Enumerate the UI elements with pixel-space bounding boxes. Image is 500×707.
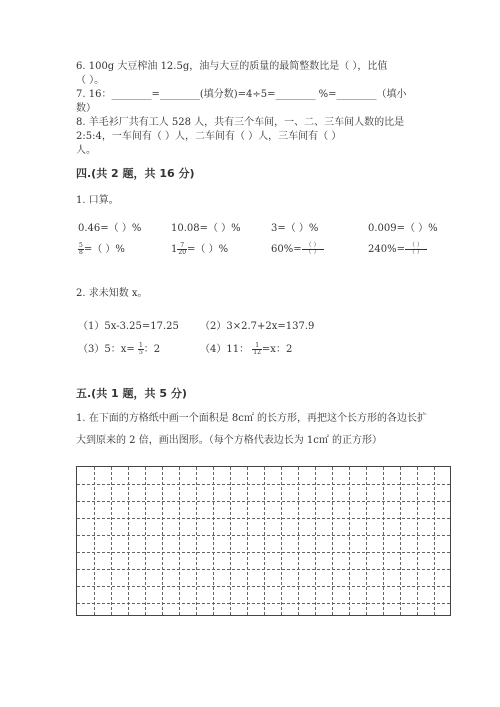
q6-line2: （ ）。 <box>76 75 105 86</box>
grid-line-h <box>77 569 450 570</box>
grid-paper[interactable] <box>76 466 451 616</box>
fraction-blank <box>302 243 324 256</box>
grid-line-v <box>281 467 282 615</box>
grid-line-v <box>145 467 146 615</box>
calc-r2c3 <box>271 243 324 257</box>
equation-3 <box>78 343 160 357</box>
grid-line-v <box>366 467 367 615</box>
section5-q1-line2: 大到原来的 2 倍，画出图形。（每个方格代表边长为 1c㎡ 的正方形） <box>76 435 383 446</box>
grid-line-v <box>400 467 401 615</box>
grid-line-v <box>196 467 197 615</box>
numerator-blank: （ ） <box>302 243 324 250</box>
calc-r1c4: 0.009=（ ）% <box>368 223 438 234</box>
grid-line-v <box>111 467 112 615</box>
calc-r1c3: 3=（ ）% <box>271 223 319 234</box>
equation-4-head: （4）11： <box>200 344 250 355</box>
grid-line-v <box>332 467 333 615</box>
denominator: 12 <box>253 349 261 356</box>
mixed-whole: 1 <box>171 244 178 255</box>
calc-r2c2-tail: =（ ）% <box>187 244 229 255</box>
calc-r1c1: 0.46=（ ）% <box>78 223 142 234</box>
numerator: 7 <box>177 243 187 250</box>
grid-line-v <box>298 467 299 615</box>
grid-line-v <box>349 467 350 615</box>
calc-r2c1 <box>78 243 125 257</box>
equation-4 <box>200 343 292 357</box>
grid-line-h <box>77 586 450 587</box>
fraction <box>177 243 187 256</box>
numerator: 5 <box>79 242 83 249</box>
equation-4-tail: =x：2 <box>261 344 293 355</box>
grid-line-h <box>77 603 450 604</box>
grid-line-h <box>77 518 450 519</box>
grid-line-v <box>230 467 231 615</box>
q8-line3: 人。 <box>76 145 96 156</box>
grid-line-h <box>77 501 450 502</box>
oral-calc-title: 1. 口算。 <box>76 195 119 206</box>
grid-line-v <box>315 467 316 615</box>
grid-line-h <box>77 535 450 536</box>
fraction-blank <box>405 243 427 256</box>
calc-r2c3-head: 60%= <box>271 244 302 255</box>
numerator: 1 <box>138 342 143 349</box>
q8-line1: 8. 羊毛衫厂共有工人 528 人，共有三个车间，一、二、三车间人数的比是 <box>76 117 405 128</box>
numerator: 1 <box>252 343 262 350</box>
grid-line-v <box>247 467 248 615</box>
grid-line-v <box>383 467 384 615</box>
calc-r1c2: 10.08=（ ）% <box>171 223 241 234</box>
equation-3-head: （3）5：x= <box>78 344 135 355</box>
numerator-blank: （ ） <box>405 243 427 250</box>
q7-line2: 数） <box>76 103 96 114</box>
equation-3-tail: ：2 <box>143 344 161 355</box>
section5-title: 五.(共 1 题，共 5 分) <box>76 387 187 400</box>
denominator: 8 <box>79 249 83 256</box>
section5-q1-line1: 1. 在下面的方格纸中画一个面积是 8c㎡ 的长方形，再把这个长方形的各边长扩 <box>76 413 428 424</box>
grid-line-v <box>179 467 180 615</box>
grid-line-v <box>94 467 95 615</box>
grid-line-v <box>417 467 418 615</box>
grid-line-v <box>213 467 214 615</box>
solve-x-title: 2. 求未知数 x。 <box>76 288 148 299</box>
fraction <box>252 343 262 356</box>
denominator: 5 <box>138 349 143 356</box>
grid-line-v <box>434 467 435 615</box>
calc-r2c4-head: 240%= <box>368 244 405 255</box>
grid-line-v <box>128 467 129 615</box>
grid-line-v <box>162 467 163 615</box>
denominator: 20 <box>178 249 187 256</box>
equation-2: （2）3×2.7+2x=137.9 <box>200 321 315 332</box>
calc-r2c4 <box>368 243 427 257</box>
q6-line1: 6. 100g 大豆榨油 12.5g，油与大豆的质量的最简整数比是（ ），比值 <box>76 61 388 72</box>
equation-1: （1）5x-3.25=17.25 <box>78 321 179 332</box>
grid-line-h <box>77 552 450 553</box>
calc-r2c1-tail: =（ ）% <box>83 244 125 255</box>
grid-line-v <box>264 467 265 615</box>
q8-line2: 2:5:4，一车间有（ ）人，二车间有（ ）人，三车间有（ ） <box>76 131 342 142</box>
section4-title: 四.(共 2 题，共 16 分) <box>76 167 195 180</box>
denominator-blank: （ ） <box>305 249 320 256</box>
q7-line1: 7. 16：________=________(填分数)=4÷5=________ %=________（填小 <box>76 89 407 100</box>
denominator-blank: （ ） <box>409 249 423 256</box>
calc-r2c2 <box>171 243 228 257</box>
grid-line-h <box>77 484 450 485</box>
